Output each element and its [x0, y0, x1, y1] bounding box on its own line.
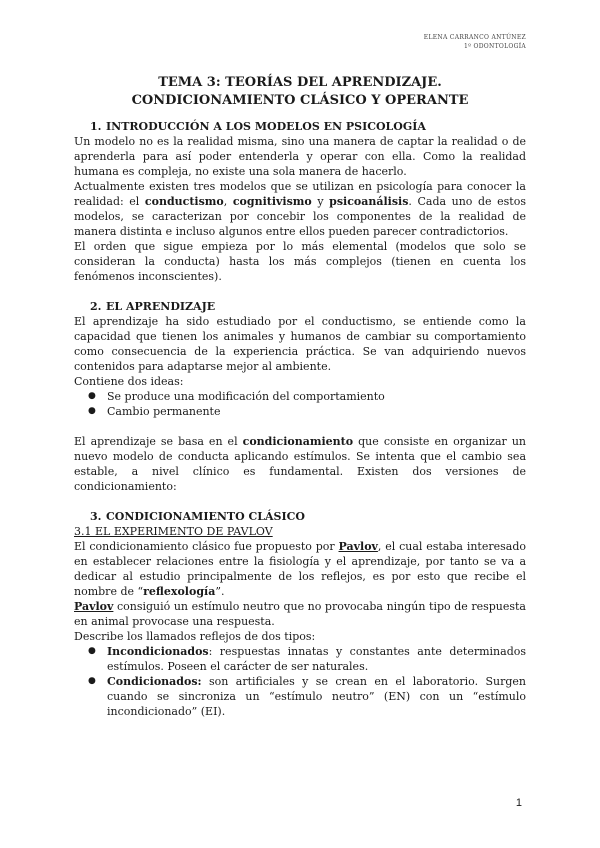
- section-2-paragraph-2: Contiene dos ideas:: [74, 375, 184, 388]
- section-3-paragraph-2: [74, 599, 526, 629]
- list-item: [74, 389, 526, 404]
- bullet-icon: ●: [88, 391, 96, 401]
- term-condicionados: Condicionados:: [107, 675, 202, 688]
- section-1-heading: [74, 119, 526, 134]
- document-body: [74, 119, 526, 719]
- text-run: El condicionamiento clásico fue propuesto por: [74, 540, 339, 553]
- subsection-3-1-heading: 3.1 EL EXPERIMENTO DE PAVLOV: [74, 525, 273, 538]
- text-run: , el cual estaba interesado en establecer relaciones entre la fisiología y el aprendizaje, por tanto se va a dedicar al estudio principalmente de los reflejos, es por esto que recibe el nombre de “: [74, 540, 526, 598]
- bullet-icon: ●: [88, 646, 96, 656]
- section-2-title: EL APRENDIZAJE: [106, 300, 216, 313]
- list-item: [74, 644, 526, 674]
- list-item-text: : respuestas innatas y constantes ante determinados estímulos. Poseen el carácter de ser naturales.: [107, 645, 526, 673]
- section-1-number: 1.: [90, 120, 102, 133]
- section-2-number: 2.: [90, 300, 102, 313]
- reflex-types-list: [74, 644, 526, 719]
- text-run: . Cada uno de estos modelos, se caracterizan por concebir los componentes de la realidad de manera distinta e incluso algunos entre ellos pueden parecer contradictorios.: [74, 195, 526, 238]
- section-2-paragraph-3: [74, 434, 526, 494]
- section-1-paragraph-1: Un modelo no es la realidad misma, sino una manera de captar la realidad o de aprenderla para así poder entenderla y operar con ella. Como la realidad humana es compleja, no existe una sola manera de hacerlo.: [74, 135, 526, 178]
- text-run: El aprendizaje se basa en el: [74, 435, 243, 448]
- term-pavlov: Pavlov: [338, 540, 378, 553]
- text-run: ”.: [215, 585, 225, 598]
- text-run: que consiste en organizar un nuevo modelo de conducta aplicando estímulos. Se intenta que el cambio sea estable, a nivel clínico es fundamental. Existen dos versiones de condicionamiento:: [74, 435, 526, 493]
- section-1-title: INTRODUCCIÓN A LOS MODELOS EN PSICOLOGÍA: [106, 120, 426, 133]
- section-3-number: 3.: [90, 510, 102, 523]
- section-3-heading: [74, 509, 526, 524]
- text-run: y: [311, 195, 330, 208]
- term-pavlov-2: Pavlov: [74, 600, 114, 613]
- section-1-paragraph-3: El orden que sigue empieza por lo más elemental (modelos que solo se consideran la conducta) hasta los más complejos (tienen en cuenta los fenómenos inconscientes).: [74, 240, 526, 283]
- list-item-text: son artificiales y se crean en el laboratorio. Surgen cuando se sincroniza un “estímulo neutro” (EN) con un “estímulo incondicionado” (EI).: [107, 675, 526, 718]
- text-run: Actualmente existen tres modelos que se utilizan en psicología para conocer la realidad: el: [74, 180, 526, 208]
- section-1-paragraph-2: [74, 179, 526, 239]
- list-item: [74, 404, 526, 419]
- list-item: [74, 674, 526, 719]
- document-title: [0, 74, 600, 110]
- term-incondicionados: Incondicionados: [107, 645, 209, 658]
- term-condicionamiento: condicionamiento: [242, 435, 354, 448]
- bullet-icon: ●: [88, 676, 96, 686]
- title-line-1: TEMA 3: TEORÍAS DEL APRENDIZAJE.: [158, 75, 442, 90]
- section-3-title: CONDICIONAMIENTO CLÁSICO: [106, 510, 305, 523]
- title-line-2: CONDICIONAMIENTO CLÁSICO Y OPERANTE: [131, 93, 469, 108]
- term-psicoanalisis: psicoanálisis: [329, 195, 409, 208]
- bullet-icon: ●: [88, 406, 96, 416]
- section-3-paragraph-1: [74, 539, 526, 599]
- section-3-paragraph-3: Describe los llamados reflejos de dos tipos:: [74, 630, 316, 643]
- list-item-text: Se produce una modificación del comportamiento: [107, 390, 385, 403]
- page-header: [424, 34, 526, 51]
- text-run: ,: [223, 195, 233, 208]
- term-reflexologia: reflexología: [143, 585, 216, 598]
- header-author: ELENA CARRANCO ANTÚNEZ: [423, 34, 526, 41]
- text-run: consiguió un estímulo neutro que no provocaba ningún tipo de respuesta en animal provocase una respuesta.: [74, 600, 526, 628]
- list-item-text: Cambio permanente: [107, 405, 221, 418]
- ideas-list: [74, 389, 526, 419]
- section-2-paragraph-1: El aprendizaje ha sido estudiado por el conductismo, se entiende como la capacidad que tienen los animales y humanos de cambiar su comportamiento como consecuencia de la experiencia práctica. Se van adquiriendo nuevos contenidos para adaptarse mejor al ambiente.: [74, 315, 526, 373]
- header-course: 1º ODONTOLOGÍA: [464, 42, 526, 50]
- section-2-heading: [74, 299, 526, 314]
- term-conductismo: conductismo: [144, 195, 224, 208]
- term-cognitivismo: cognitivismo: [232, 195, 312, 208]
- page-number: 1: [515, 797, 522, 809]
